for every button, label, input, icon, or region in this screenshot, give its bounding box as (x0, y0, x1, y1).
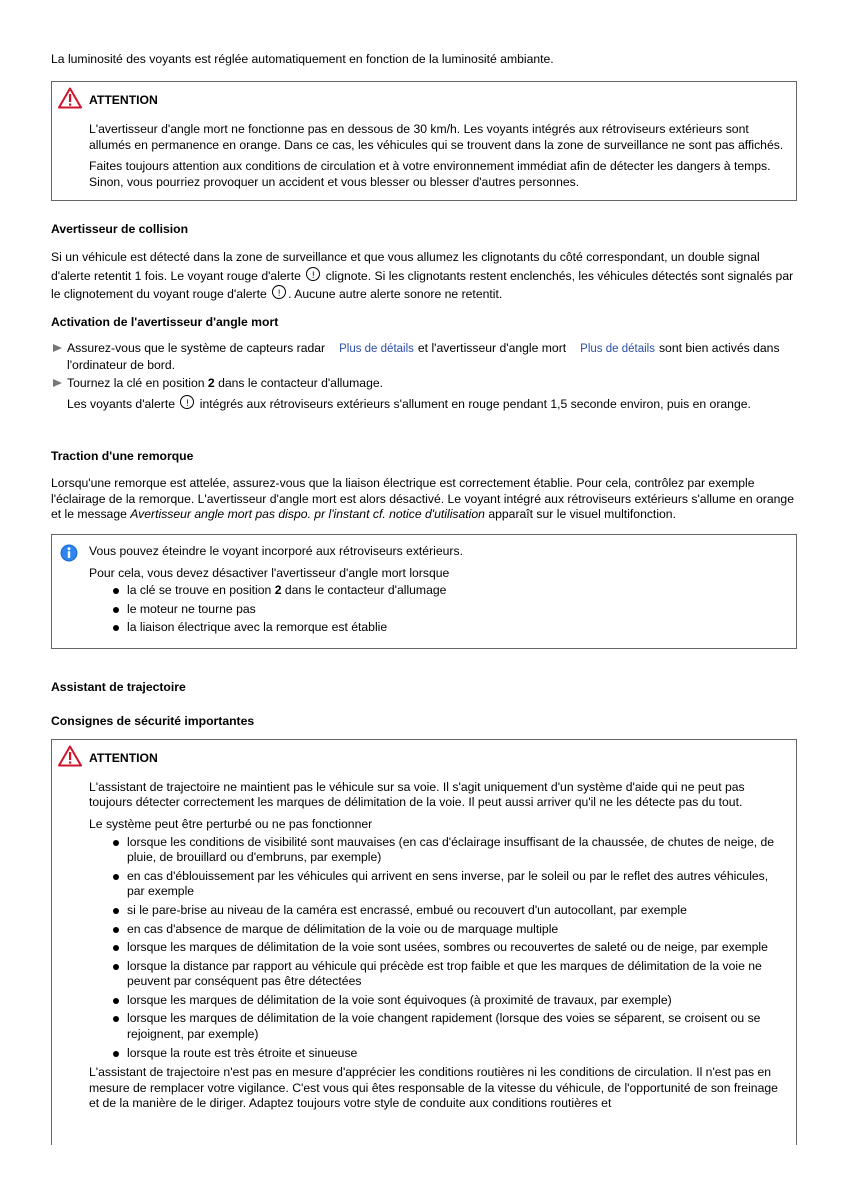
collision-text: Si un véhicule est détecté dans la zone de surveillance et que vous allumez les clignotants du côté correspondant, un double signal d'alerte retentit 1 fois. Le voyant rouge d'alerte ! clignote. Si les clignotants restent enclenchés, les véhicules détectés sont signalés par le clignotement du voyant rouge d'alerte ! . Aucune autre alerte sonore ne retentit. (51, 250, 794, 302)
section-heading-collision: Avertisseur de collision (51, 221, 189, 236)
step-arrow-icon (53, 379, 62, 387)
warning-triangle-icon (58, 745, 82, 767)
warning-paragraph: Le système peut être perturbé ou ne pas fonctionner (89, 816, 373, 831)
details-link-radar[interactable]: Plus de détails (339, 343, 414, 356)
warning-triangle-icon (58, 87, 82, 109)
list-item: lorsque les marques de délimitation de la voie changent rapidement (lorsque des voies se séparent, se croisent ou se rejoignent, par exemple) (127, 1011, 784, 1042)
warning-list (89, 835, 784, 1062)
intro-text: La luminosité des voyants est réglée automatiquement en fonction de la luminosité ambiante. (51, 52, 554, 66)
info-list (89, 583, 784, 636)
step-arrow-icon (53, 344, 62, 352)
warning-paragraph: L'assistant de trajectoire n'est pas en mesure d'apprécier les conditions routières ni les conditions de circulation. Il n'est pas en mesure de remplacer votre vigilance. C'est vous qui êtes responsable de la vitesse du véhicule, de l'opportunité de son freinage et de la manière de le diriger. Adaptez toujours votre style de conduite aux conditions routières et (89, 1065, 778, 1111)
list-item: lorsque les marques de délimitation de la voie sont équivoques (à proximité de travaux, par exemple) (127, 993, 784, 1009)
warning-box-lane-assist (51, 739, 797, 1145)
list-item: la liaison électrique avec la remorque est établie (127, 620, 784, 636)
list-item: en cas d'éblouissement par les véhicules qui arrivent en sens inverse, par le soleil ou par le reflet des autres véhicules, par exemple (127, 869, 784, 900)
info-paragraph: Pour cela, vous devez désactiver l'avertisseur d'angle mort lorsque (89, 565, 450, 580)
warning-paragraph: Faites toujours attention aux conditions de circulation et à votre environnement immédiat afin de détecter les dangers à temps. Sinon, vous pourriez provoquer un accident et vous blesser ou blesser d'autres personnes. (89, 159, 771, 189)
step-result: Les voyants d'alerte ! intégrés aux rétroviseurs extérieurs s'allument en rouge pendant 1,5 seconde environ, puis en orange. (67, 397, 751, 412)
list-item: le moteur ne tourne pas (127, 602, 784, 618)
section-heading-lane-assist: Assistant de trajectoire (51, 679, 186, 694)
list-item: lorsque les marques de délimitation de la voie sont usées, sombres ou recouvertes de saleté ou de neige, par exemple (127, 940, 784, 956)
warning-lamp-icon: ! (306, 267, 320, 281)
instruction-step: Assurez-vous que le système de capteurs radar Plus de détails et l'avertisseur d'angle mort Plus de détails sont bien activés dans l'ordinateur de bord. (51, 341, 797, 373)
warning-paragraph: L'avertisseur d'angle mort ne fonctionne pas en dessous de 30 km/h. Les voyants intégrés aux rétroviseurs extérieurs sont allumés en permanence en orange. Dans ce cas, les véhicules qui se trouvent dans la zone de surveillance ne sont pas affichés. (89, 122, 784, 152)
list-item: la clé se trouve en position 2 dans le contacteur d'allumage (127, 583, 784, 599)
warning-lamp-icon: ! (272, 285, 286, 299)
trailer-text: Lorsqu'une remorque est attelée, assurez-vous que la liaison électrique est correctement établie. Pour cela, contrôlez par exemple l'éclairage de la remorque. L'avertisseur d'angle mort est alors désactivé. Le voyant intégré aux rétroviseurs extérieurs s'allume en orange et le message Avertisseur angle mort pas dispo. pr l'instant cf. notice d'utilisation apparaît sur le visuel multifonction. (51, 476, 794, 522)
warning-heading: ATTENTION (89, 92, 158, 107)
instruction-step: Tournez la clé en position 2 dans le contacteur d'allumage. (51, 376, 797, 392)
document-page (51, 52, 797, 1145)
warning-box-blind-spot (51, 81, 797, 201)
info-box-trailer (51, 534, 797, 649)
section-subheading-safety: Consignes de sécurité importantes (51, 713, 255, 728)
info-paragraph: Vous pouvez éteindre le voyant incorporé aux rétroviseurs extérieurs. (89, 544, 463, 558)
list-item: si le pare-brise au niveau de la caméra est encrassé, embué ou recouvert d'un autocollant, par exemple (127, 903, 784, 919)
warning-heading: ATTENTION (89, 751, 158, 766)
details-link-blind-spot[interactable]: Plus de détails (580, 343, 655, 356)
list-item: lorsque la distance par rapport au véhicule qui précède est trop faible et que les marques de délimitation de la voie ne peuvent par conséquent pas être détectées (127, 959, 784, 990)
section-heading-activation: Activation de l'avertisseur d'angle mort (51, 314, 279, 329)
list-item: en cas d'absence de marque de délimitation de la voie ou de marquage multiple (127, 922, 784, 938)
info-icon (60, 544, 78, 562)
warning-lamp-icon: ! (180, 395, 194, 409)
warning-paragraph: L'assistant de trajectoire ne maintient pas le véhicule sur sa voie. Il s'agit uniquement d'un système d'aide qui ne peut pas toujours détecter correctement les marques de délimitation de la voie. Il peut aussi arriver qu'il ne les détecte pas du tout. (89, 779, 745, 810)
section-heading-trailer: Traction d'une remorque (51, 448, 194, 463)
list-item: lorsque les conditions de visibilité sont mauvaises (en cas d'éclairage insuffisant de la chaussée, de chutes de neige, de pluie, de brouillard ou d'embruns, par exemple) (127, 835, 784, 866)
list-item: lorsque la route est très étroite et sinueuse (127, 1046, 784, 1062)
